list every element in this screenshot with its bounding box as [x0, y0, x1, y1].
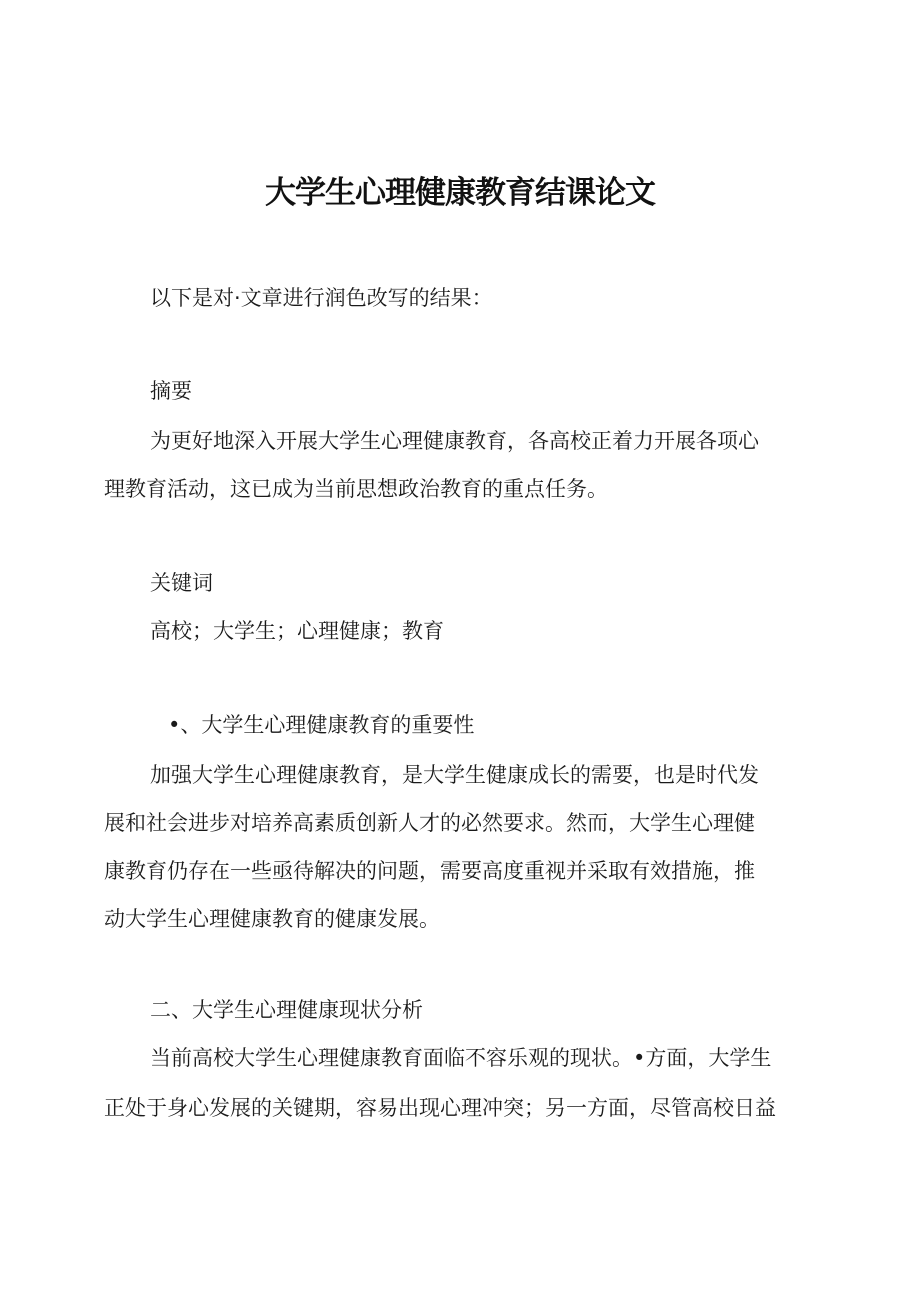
document-title: 大学生心理健康教育结课论文 — [265, 175, 655, 211]
keywords-heading: 关键词 — [150, 571, 213, 595]
section2-heading: 二、大学生心理健康现状分析 — [150, 998, 423, 1022]
section1-heading: •、大学生心理健康教育的重要性 — [168, 713, 475, 737]
abstract-line-2: 理教育活动，这已成为当前思想政治教育的重点任务。 — [104, 477, 608, 501]
section1-line-2: 展和社会进步对培养高素质创新人才的必然要求。然而，大学生心理健 — [104, 811, 755, 835]
abstract-heading: 摘要 — [150, 379, 192, 403]
section1-line-4: 动大学生心理健康教育的健康发展。 — [104, 907, 440, 931]
section2-line-1: 当前高校大学生心理健康教育面临不容乐观的现状。•方面，大学生 — [150, 1046, 772, 1070]
section1-line-1: 加强大学生心理健康教育，是大学生健康成长的需要，也是时代发 — [150, 763, 759, 787]
keywords-list: 高校；大学生；心理健康；教育 — [150, 619, 444, 643]
section1-line-3: 康教育仍存在一些亟待解决的问题，需要高度重视并采取有效措施，推 — [104, 859, 755, 883]
abstract-line-1: 为更好地深入开展大学生心理健康教育，各高校正着力开展各项心 — [150, 429, 759, 453]
section2-line-2: 正处于身心发展的关键期，容易出现心理冲突；另一方面，尽管高校日益 — [104, 1096, 776, 1120]
intro-text: 以下是对·文章进行润色改写的结果： — [150, 286, 493, 310]
